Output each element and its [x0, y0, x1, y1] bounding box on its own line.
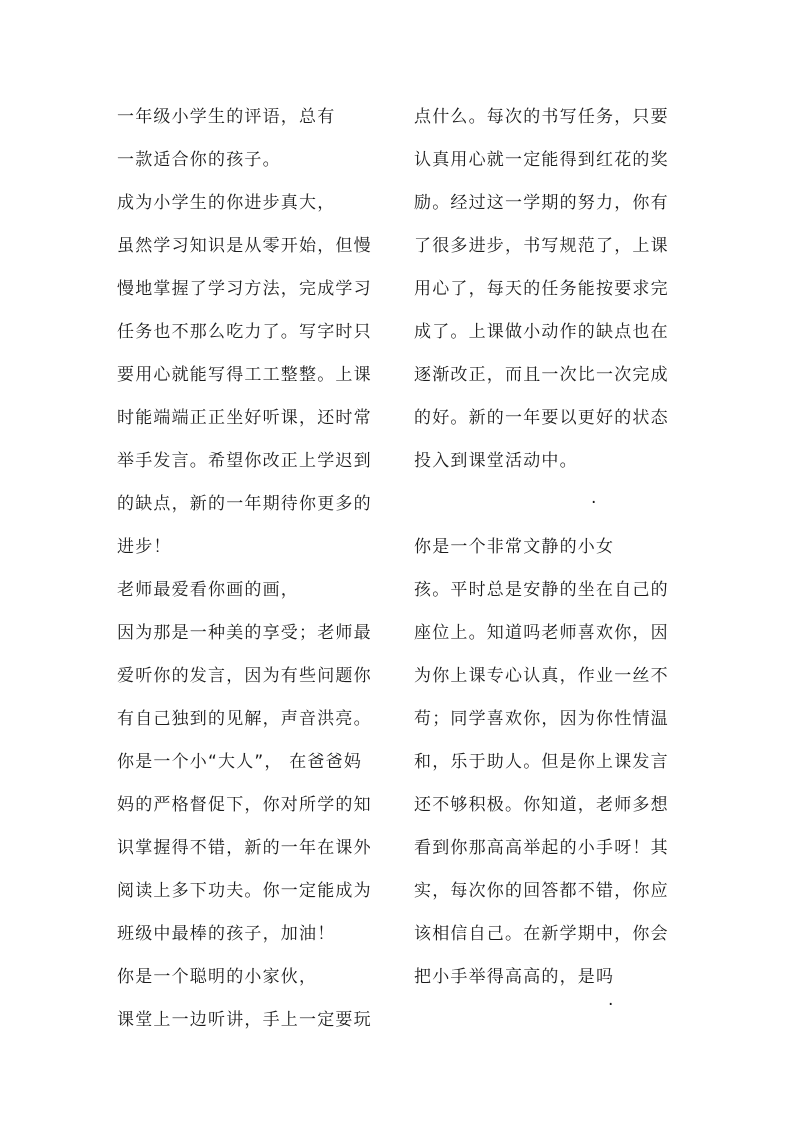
text-line: 了很多进步，书写规范了，上课 [414, 236, 669, 256]
text-line: 有自己独到的见解，声音洪亮。 [117, 709, 372, 729]
text-line: 任务也不那么吃力了。写字时只 [117, 322, 372, 342]
text-line: 为你上课专心认真，作业一丝不 [414, 666, 669, 686]
text-line: 班级中最棒的孩子，加油！ [117, 924, 336, 944]
text-line: 虽然学习知识是从零开始，但慢 [117, 236, 372, 256]
text-line: 认真用心就一定能得到红花的奖 [414, 150, 669, 170]
text-line: 还不够积极。你知道，老师多想 [414, 795, 669, 815]
text-line: 慢地掌握了学习方法，完成学习 [117, 279, 372, 299]
text-line: 把小手举得高高的，是吗 [414, 967, 615, 987]
text-line: 看到你那高高举起的小手呀！其 [414, 838, 669, 858]
text-line: 你是一个小“大人”， 在爸爸妈 [117, 752, 363, 772]
text-line: 识掌握得不错，新的一年在课外 [117, 838, 372, 858]
text-line: 你是一个聪明的小家伙， [117, 967, 318, 987]
text-line: 阅读上多下功夫。你一定能成为 [117, 881, 372, 901]
text-line: 进步！ [117, 537, 172, 557]
text-line: 时能端端正正坐好听课，还时常 [117, 408, 372, 428]
text-line: 点什么。每次的书写任务，只要 [414, 107, 669, 127]
text-line: 励。经过这一学期的努力，你有 [414, 193, 669, 213]
text-line: 座位上。知道吗老师喜欢你，因 [414, 623, 669, 643]
text-line: 投入到课堂活动中。 [414, 451, 578, 471]
text-line: 老师最爱看你画的画， [117, 580, 299, 600]
text-line: 成为小学生的你进步真大， [117, 193, 336, 213]
text-line: 课堂上一边听讲，手上一定要玩 [117, 1010, 372, 1030]
text-line: 的缺点，新的一年期待你更多的 [117, 494, 372, 514]
text-line: 一款适合你的孩子。 [117, 150, 281, 170]
text-line: 成了。上课做小动作的缺点也在 [414, 322, 669, 342]
text-line: 要用心就能写得工工整整。上课 [117, 365, 372, 385]
text-line: 和，乐于助人。但是你上课发言 [414, 752, 669, 772]
text-line: 妈的严格督促下，你对所学的知 [117, 795, 372, 815]
text-line: 一年级小学生的评语，总有 [117, 107, 336, 127]
text-line: 因为那是一种美的享受；老师最 [117, 623, 372, 643]
text-line: 爱听你的发言，因为有些问题你 [117, 666, 372, 686]
text-line: 的好。新的一年要以更好的状态 [414, 408, 669, 428]
text-line: 举手发言。希望你改正上学迟到 [117, 451, 372, 471]
text-line: 你是一个非常文静的小女 [414, 537, 615, 557]
text-line: 实，每次你的回答都不错，你应 [414, 881, 669, 901]
separator-dot: . [591, 488, 597, 508]
text-line: 苟；同学喜欢你，因为你性情温 [414, 709, 669, 729]
text-line: 该相信自己。在新学期中，你会 [414, 924, 669, 944]
separator-dot: . [608, 990, 614, 1010]
text-line: 用心了，每天的任务能按要求完 [414, 279, 669, 299]
text-line: 孩。平时总是安静的坐在自己的 [414, 580, 669, 600]
text-line: 逐渐改正，而且一次比一次完成 [414, 365, 669, 385]
